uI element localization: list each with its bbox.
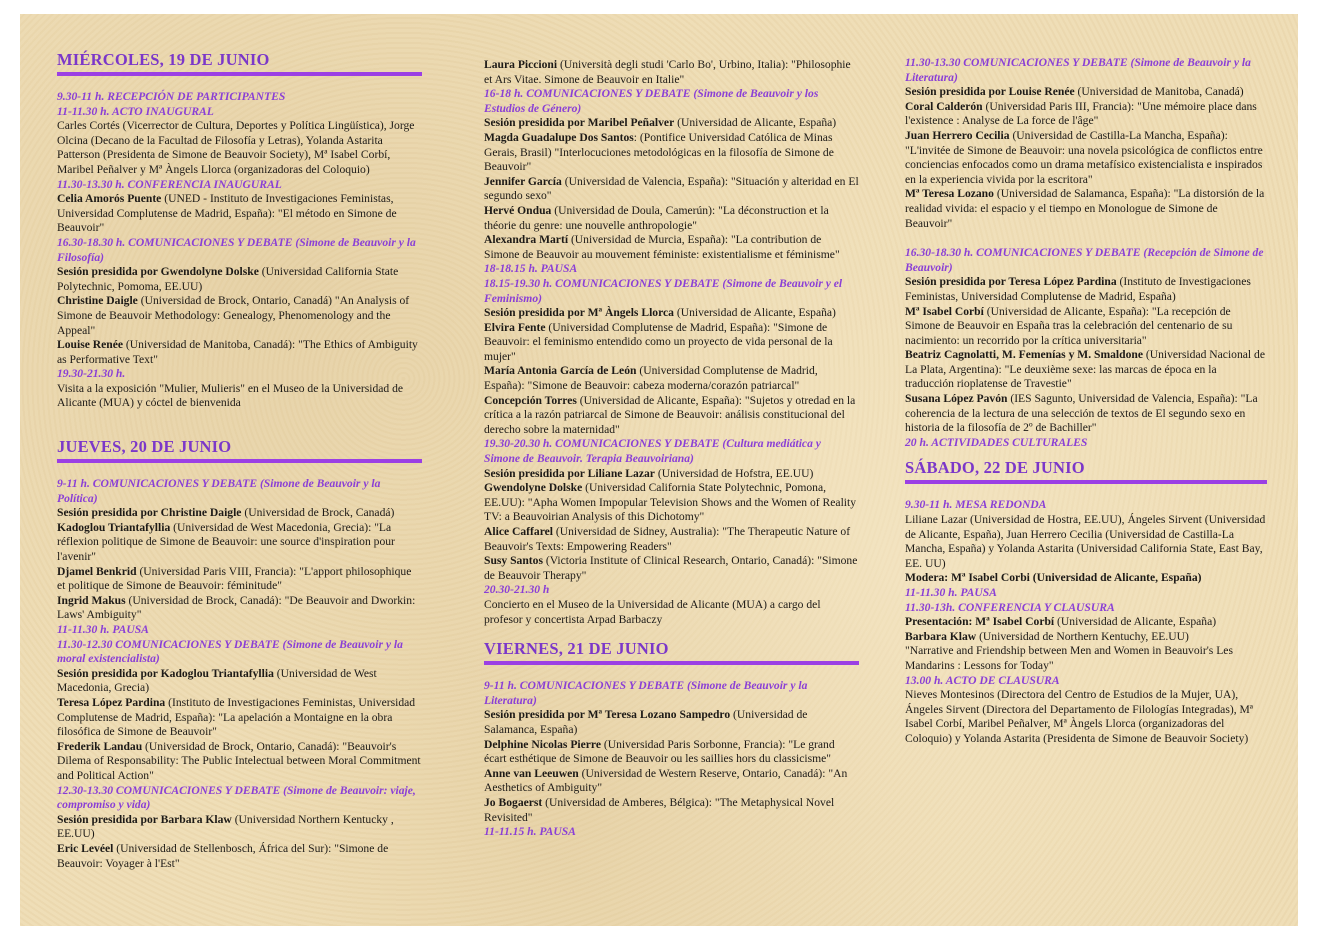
speaker-entry — [57, 192, 422, 236]
schedule-list — [57, 90, 422, 411]
speaker-details: (Universidad de Alicante, España) — [674, 116, 837, 130]
speaker-details: (Universidad de Alicante, España) — [673, 306, 836, 320]
speaker-details: (Universidad Paris VIII, Francia): "L'apport philosophique et politique de Simone de Beauvoir: féminitude" — [57, 564, 412, 593]
speaker-entry — [57, 521, 422, 565]
speaker-details: (Universidad de Alicante, España): "La recepción de Simone de Beauvoir en España tras la celebración del centenario de su nacimiento: un recorrido por la crítica universitaria" — [905, 304, 1233, 347]
speaker-name: Concepción Torres — [484, 393, 577, 407]
speaker-name: Frederik Landau — [57, 739, 143, 753]
time-slot-heading: 16.30-18.30 h. COMUNICACIONES Y DEBATE (Simone de Beauvoir y la Filosofía) — [57, 235, 416, 264]
speaker-entry — [57, 265, 422, 294]
speaker-entry — [484, 525, 859, 554]
time-slot-heading: 16-18 h. COMUNICACIONES Y DEBATE (Simone de Beauvoir y los Estudios de Género) — [484, 87, 819, 115]
speaker-name: Elvira Fente — [484, 320, 546, 334]
speaker-details: (Universidad Complutense de Madrid, España): "Simone de Beauvoir: el feminismo entendido como un proyecto de vida personal de la mujer" — [484, 320, 833, 363]
day-title: JUEVES, 20 DE JUNIO — [57, 437, 232, 457]
speaker-name: Sesión presidida por Louise Renée — [905, 85, 1075, 99]
speaker-details: : (Pontifice Universidad Católica de Minas Gerais, Brasil) "Interlocuciones metodológicas en la filosofía de Simone de Beauvoir" — [484, 130, 834, 174]
column-2 — [484, 58, 859, 840]
speaker-name: Sesión presidida por Mª Teresa Lozano Sampedro — [484, 708, 731, 722]
time-slot-heading: 12.30-13.30 COMUNICACIONES Y DEBATE (Simone de Beauvoir: viaje, compromiso y vida) — [57, 783, 416, 812]
time-slot-heading: 11-11.30 h. PAUSA — [905, 586, 997, 599]
speaker-details: (Universidad Complutense de Madrid, España): "Simone de Beauvoir: cabeza moderna/corazón patriarcal" — [484, 364, 818, 393]
speaker-details: (IES Sagunto, Universidad de Valencia, España): "La coherencia de la lectura de una selección de textos de El segundo sexo en historia de la filosofía de 2º de Bachiller" — [905, 392, 1258, 435]
speaker-details: (Instituto de Investigaciones Feministas, Universidad Complutense de Madrid, España) — [905, 275, 1251, 303]
brochure-page — [20, 14, 1298, 926]
speaker-entry — [484, 131, 859, 175]
time-slot-heading: 19.30-21.30 h. — [57, 367, 126, 381]
speaker-name: Sesión presidida por Barbara Klaw — [57, 812, 232, 826]
day-header — [484, 639, 859, 671]
speaker-details: (Universidad de Salamanca, España) — [484, 708, 808, 736]
speaker-name: Hervé Ondua — [484, 203, 552, 217]
day-title: MIÉRCOLES, 19 DE JUNIO — [57, 50, 270, 69]
speaker-details: (Universidad Paris III, Francia): "Une mémoire place dans l'existence : Analyse de La force de l'âge" — [905, 99, 1257, 128]
speaker-details: (Universidad de Brock, Canadá) — [241, 506, 395, 520]
speaker-name: Mª Teresa Lozano — [905, 187, 994, 201]
speaker-entry — [484, 116, 859, 131]
speaker-details: (Instituto de Investigaciones Feministas, Universidad Complutense de Madrid, España): "La apelación a Montaigne en la obra filosófica de Simone de Beauvoir" — [57, 695, 416, 739]
speaker-entry — [905, 348, 1267, 392]
speaker-entry — [905, 305, 1267, 349]
speaker-entry — [905, 129, 1267, 187]
speaker-name: Barbara Klaw — [905, 629, 977, 643]
speaker-details: (Universidad de Brock, Ontario, Canadá) "An Analysis of Simone de Beauvoir Methodology: Genealogy, Phenomenology and the Appeal" — [57, 294, 410, 337]
speaker-details: (Universidad de Western Reserve, Ontario, Canadá): "An Aesthetics of Ambiguity" — [484, 766, 848, 795]
speaker-entry — [905, 630, 1267, 645]
speaker-entry — [484, 394, 859, 438]
day-title: SÁBADO, 22 DE JUNIO — [905, 458, 1085, 478]
speaker-name: Modera: Mª Isabel Corbi (Universidad de Alicante, España) — [905, 571, 1202, 585]
speaker-details: (UNED - Instituto de Investigaciones Feministas, Universidad Complutense de Madrid, España): "El método en Simone de Beauvoir" — [57, 192, 397, 235]
speaker-entry — [484, 796, 859, 825]
speaker-entry — [57, 565, 422, 594]
speaker-entry — [484, 738, 859, 767]
speaker-entry — [484, 467, 859, 482]
paragraph: Concierto en el Museo de la Universidad de Alicante (MUA) a cargo del profesor y concertista Arpad Barbaczy — [484, 597, 821, 626]
speaker-name: Sesión presidida por Kadoglou Triantafyllia — [57, 666, 274, 680]
schedule-list — [484, 679, 859, 840]
speaker-entry — [905, 392, 1267, 436]
paragraph: "Narrative and Friendship between Men and Women in Beauvoir's Les Mandarins : Lessons for Today" — [905, 644, 1233, 672]
speaker-details: (Universidad de Stellenbosch, África del Sur): "Simone de Beauvoir: Voyager à l'Est" — [57, 841, 389, 870]
speaker-name: María Antonia García de León — [484, 364, 637, 378]
speaker-name: Celia Amorós Puente — [57, 192, 162, 206]
time-slot-heading: 20 h. ACTIVIDADES CULTURALES — [905, 435, 1088, 449]
time-slot-heading: 9-11 h. COMUNICACIONES Y DEBATE (Simone de Beauvoir y la Literatura) — [484, 679, 808, 707]
speaker-details: (Universidad de Castilla-La Mancha, España): "L'invitée de Simone de Beauvoir: una novela psicológica de conflictos entre conciencias enfocados como un drama metafísico existencialista e inspirados en la experiencia vivida por la escritora" — [905, 128, 1263, 186]
column-1 — [57, 50, 422, 871]
time-slot-heading: 9.30-11 h. RECEPCIÓN DE PARTICIPANTES — [57, 90, 286, 103]
speaker-details: (Universidad de Valencia, España): "Situación y alteridad en El segundo sexo" — [484, 174, 859, 203]
speaker-entry — [57, 506, 422, 521]
speaker-entry — [484, 481, 859, 525]
speaker-details: (Universidad de Manitoba, Canadá): "The Ethics of Ambiguity as Performative Text" — [57, 338, 418, 366]
speaker-name: Christine Daigle — [57, 294, 138, 308]
speaker-details: (Universidad de West Macedonia, Grecia) — [57, 666, 377, 695]
speaker-entry — [484, 204, 859, 233]
speaker-details: (Universidad Nacional de La Plata, Argentina): "Le deuxième sexe: las marcas de época en la traducción rioplatense de Travestie" — [905, 348, 1265, 391]
time-slot-heading: 11-11.15 h. PAUSA — [484, 825, 576, 839]
paragraph: Carles Cortés (Vicerrector de Cultura, Deportes y Política Lingüística), Jorge Olcina (Decano de la Facultad de Filosofía y Letras), Yolanda Astarita Patterson (Presidenta de Simone de Beauvoir Society), Mª Isabel Corbí, Maribel Peñalver y Mª Àngels Llorca (organizadoras del Coloquio) — [57, 119, 415, 176]
speaker-name: Beatriz Cagnolatti, M. Femenías y M. Smaldone — [905, 348, 1143, 362]
speaker-name: Alice Caffarel — [484, 525, 553, 538]
speaker-name: Jo Bogaerst — [484, 795, 543, 809]
speaker-details: (Universidad de West Macedonia, Grecia): "La réflexion politique de Simone de Beauvoir: une source d'inspiration pour l'avenir" — [57, 520, 395, 564]
speaker-entry — [905, 187, 1267, 231]
time-slot-heading: 9.30-11 h. MESA REDONDA — [905, 498, 1047, 512]
speaker-name: Sesión presidida por Gwendolyne Dolske — [57, 265, 259, 279]
paragraph: Nieves Montesinos (Directora del Centro de Estudios de la Mujer, UA), Ángeles Sirvent (Directora del Departamento de Filologías Integradas), Mª Isabel Corbí, Maribel Peñalver, Mª Àngels Llorca (organizadoras del Coloquio) y Yolanda Astarita (Presidenta de Simone de Beauvoir Society) — [905, 688, 1254, 745]
speaker-details: (Universidad de Alicante, España) — [1054, 615, 1217, 629]
speaker-entry — [484, 306, 859, 321]
schedule-list — [905, 498, 1267, 746]
day-header — [57, 50, 422, 82]
speaker-entry — [905, 100, 1267, 129]
speaker-entry — [484, 554, 859, 583]
speaker-entry — [57, 696, 422, 740]
paragraph: Visita a la exposición "Mulier, Mulieris" en el Museo de la Universidad de Alicante (MUA) y cóctel de bienvenida — [57, 381, 404, 410]
day-rule — [57, 72, 422, 76]
schedule-list — [484, 58, 859, 627]
speaker-details: (Universidad Paris Sorbonne, Francia): "Le grand écart esthétique de Simone de Beauvoir ou les saillies hors du classicisme" — [484, 737, 835, 766]
speaker-name: Gwendolyne Dolske — [484, 481, 583, 495]
speaker-name: Anne van Leeuwen — [484, 766, 579, 780]
speaker-name: Sesión presidida por Maribel Peñalver — [484, 116, 675, 130]
speaker-entry — [905, 571, 1267, 586]
speaker-details: (Victoria Institute of Clinical Research, Ontario, Canadá): "Simone de Beauvoir Therapy" — [484, 554, 858, 582]
speaker-details: (Universidad California State Polytechnic, Pomoma, EE.UU) — [57, 265, 399, 293]
speaker-name: Susana López Pavón — [905, 392, 1008, 406]
speaker-entry — [484, 364, 859, 393]
speaker-entry — [57, 842, 422, 871]
speaker-entry — [57, 294, 422, 338]
day-header — [905, 458, 1267, 490]
speaker-entry — [57, 740, 422, 784]
speaker-entry — [905, 85, 1267, 100]
time-slot-heading: 18-18.15 h. PAUSA — [484, 262, 578, 276]
speaker-entry — [905, 275, 1267, 304]
speaker-entry — [905, 615, 1267, 630]
day-header — [57, 437, 422, 469]
speaker-entry — [57, 813, 422, 842]
speaker-details: (Università degli studi 'Carlo Bo', Urbino, Italia): "Philosophie et Ars Vitae. Simone de Beauvoir en Italie" — [484, 58, 851, 86]
speaker-details: (Universidad de Salamanca, España): "La distorsión de la realidad vivida: el espacio y el tiempo en Monologue de Simone de Beauvoir" — [905, 187, 1265, 230]
day-rule — [57, 459, 422, 463]
speaker-entry — [484, 175, 859, 204]
speaker-details: (Universidad de Sidney, Australia): "The Therapeutic Nature of Beauvoir's Texts: Empowering Readers" — [484, 525, 851, 553]
paragraph: Liliane Lazar (Universidad de Hostra, EE.UU), Ángeles Sirvent (Universidad de Alicante, España), Juan Herrero Cecilia (Universidad de Castilla-La Mancha, España) y Yolanda Astarita (Universidad California State, East Bay, EE. UU) — [905, 513, 1266, 570]
day-rule — [905, 480, 1267, 484]
speaker-details: (Universidad de Northern Kentuchy, EE.UU) — [976, 629, 1189, 643]
speaker-name: Susy Santos — [484, 554, 543, 568]
speaker-entry — [484, 233, 859, 262]
speaker-entry — [57, 667, 422, 696]
speaker-name: Sesión presidida por Liliane Lazar — [484, 466, 655, 480]
time-slot-heading: 16.30-18.30 h. COMUNICACIONES Y DEBATE (Recepción de Simone de Beauvoir) — [905, 246, 1264, 274]
speaker-name: Alexandra Martí — [484, 233, 569, 247]
speaker-details: (Universidad de Manitoba, Canadá) — [1074, 85, 1244, 99]
speaker-entry — [484, 767, 859, 796]
time-slot-heading: 9-11 h. COMUNICACIONES Y DEBATE (Simone de Beauvoir y la Política) — [57, 477, 381, 505]
speaker-name: Presentación: Mª Isabel Corbí — [905, 615, 1055, 629]
time-slot-heading: 11.30-13.30 COMUNICACIONES Y DEBATE (Simone de Beauvoir y la Literatura) — [905, 56, 1251, 84]
speaker-details: (Universidad de Brock, Canadá): "De Beauvoir and Dworkin: Laws' Ambiguity" — [57, 593, 416, 622]
speaker-name: Magda Guadalupe Dos Santos — [484, 130, 634, 144]
speaker-name: Jennifer García — [484, 174, 562, 188]
speaker-name: Kadoglou Triantafyllia — [57, 520, 171, 534]
speaker-details: (Universidad California State Polytechnic, Pomona, EE.UU): "Apha Women Impopular Television Shows and the Women of Reality TV: a Beauvoirian Analysis of this Dichotomy" — [484, 481, 857, 524]
schedule-list — [57, 477, 422, 871]
speaker-entry — [57, 338, 422, 367]
time-slot-heading: 11.30-13.30 h. CONFERENCIA INAUGURAL — [57, 177, 282, 191]
time-slot-heading: 18.15-19.30 h. COMUNICACIONES Y DEBATE (Simone de Beauvoir y el Feminismo) — [484, 276, 843, 305]
time-slot-heading: 11-11.30 h. ACTO INAUGURAL — [57, 104, 214, 118]
speaker-name: Ingrid Makus — [57, 593, 126, 607]
speaker-details: (Universidad de Brock, Ontario, Canadá): "Beauvoir's Dilema of Responsability: The Public Intelectual between Moral Commitment and Political Action" — [57, 739, 421, 782]
speaker-name: Laura Piccioni — [484, 58, 558, 71]
day-rule — [484, 661, 859, 665]
speaker-entry — [484, 321, 859, 365]
speaker-details: (Universidad de Amberes, Bélgica): "The Metaphysical Novel Revisited" — [484, 795, 835, 824]
time-slot-heading: 11.30-12.30 COMUNICACIONES Y DEBATE (Simone de Beauvoir y la moral existencialista) — [57, 637, 403, 666]
spacer — [905, 231, 1267, 246]
speaker-name: Delphine Nicolas Pierre — [484, 737, 601, 751]
speaker-details: (Universidad Northern Kentucky , EE.UU) — [57, 812, 394, 841]
speaker-details: (Universidad de Doula, Camerún): "La déconstruction et la théorie du genre: une nouvelle anthropologie" — [484, 203, 829, 232]
speaker-name: Louise Renée — [57, 338, 124, 352]
time-slot-heading: 20.30-21.30 h — [484, 583, 550, 597]
speaker-name: Djamel Benkrid — [57, 564, 137, 578]
speaker-details: (Universidad de Murcia, España): "La contribution de Simone de Beauvoir au mouvement féministe: existentialisme et féminisme" — [484, 233, 840, 261]
speaker-entry — [484, 58, 859, 87]
time-slot-heading: 19.30-20.30 h. COMUNICACIONES Y DEBATE (Cultura mediática y Simone de Beauvoir. Terapia Beauvoiriana) — [484, 437, 821, 466]
speaker-name: Teresa López Pardina — [57, 695, 166, 709]
speaker-name: Sesión presidida por Christine Daigle — [57, 506, 242, 520]
speaker-name: Coral Calderón — [905, 99, 983, 113]
speaker-name: Mª Isabel Corbí — [905, 304, 984, 318]
speaker-name: Sesión presidida por Teresa López Pardina — [905, 275, 1117, 289]
day-title: VIERNES, 21 DE JUNIO — [484, 639, 669, 659]
speaker-entry — [57, 594, 422, 623]
column-3 — [905, 56, 1267, 747]
speaker-name: Eric Levéel — [57, 841, 114, 855]
time-slot-heading: 11.30-13h. CONFERENCIA Y CLAUSURA — [905, 600, 1115, 614]
time-slot-heading: 13.00 h. ACTO DE CLAUSURA — [905, 673, 1060, 687]
speaker-details: (Universidad de Hofstra, EE.UU) — [654, 466, 814, 480]
speaker-name: Sesión presidida por Mª Àngels Llorca — [484, 306, 674, 320]
time-slot-heading: 11-11.30 h. PAUSA — [57, 623, 149, 636]
speaker-name: Juan Herrero Cecilia — [905, 128, 1010, 142]
speaker-entry — [484, 708, 859, 737]
schedule-list — [905, 56, 1267, 450]
speaker-details: (Universidad de Alicante, España): "Sujetos y otredad en la crítica a la razón patriarcal de Simone de Beauvoir: análisis constitucional del derecho sobre la maternidad" — [484, 393, 856, 436]
